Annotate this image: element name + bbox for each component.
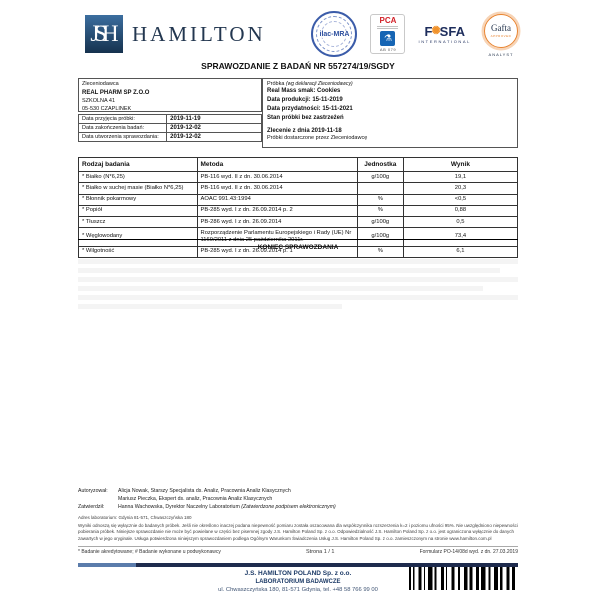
approved-row bbox=[78, 503, 518, 511]
test-unit: % bbox=[357, 246, 403, 257]
table-row bbox=[79, 217, 518, 228]
pca-divider bbox=[377, 26, 398, 27]
fosfa-badge bbox=[418, 25, 471, 44]
sample-label: Próbka bbox=[267, 81, 285, 87]
report-title: SPRAWOZDANIE Z BADAŃ NR 557274/19/SGDY bbox=[201, 61, 395, 71]
fosfa-label bbox=[418, 25, 471, 38]
test-name: * Węglowodany bbox=[79, 228, 198, 246]
expiry-date: Data przydatności: 15-11-2021 bbox=[267, 106, 353, 112]
pca-divider bbox=[377, 28, 398, 29]
date-label: Data zakończenia badań: bbox=[79, 124, 167, 133]
jsh-hamilton-logo bbox=[85, 15, 266, 53]
test-result: 6,1 bbox=[403, 246, 517, 257]
test-unit: g/100g bbox=[357, 228, 403, 246]
jsh-logo-mark-icon: JSH bbox=[85, 15, 123, 53]
lab-address: Adres laboratorium: Gdynia 81-571, Chwaszczyńska 180 bbox=[78, 515, 192, 520]
gafta-seal bbox=[484, 12, 518, 57]
gafta-circle-icon bbox=[484, 14, 518, 48]
footnote-divider bbox=[78, 546, 518, 547]
table-row bbox=[79, 183, 518, 194]
test-unit: % bbox=[357, 205, 403, 216]
client-address-line1: SZKOLNA 41 bbox=[82, 97, 116, 104]
date-label: Data przyjęcia próbki: bbox=[79, 115, 167, 124]
results-table bbox=[78, 157, 518, 258]
accreditation-badges bbox=[311, 11, 518, 57]
date-label: Data utworzenia sprawozdania: bbox=[79, 133, 167, 142]
test-name: * Białko w suchej masie (Białko N*6,25) bbox=[79, 183, 198, 194]
footer-bar-accent bbox=[78, 563, 136, 567]
gafta-label: Gafta bbox=[491, 23, 511, 33]
test-method: PB-116 wyd. II z dn. 30.06.2014 bbox=[197, 183, 357, 194]
footer-company-name: J.S. HAMILTON POLAND Sp. z o.o. bbox=[244, 570, 352, 577]
page-number: Strona 1 / 1 bbox=[306, 549, 335, 555]
footer-lab-label: LABORATORIUM BADAWCZE bbox=[255, 578, 341, 585]
dates-table bbox=[78, 114, 262, 142]
fosfa-label-sfa: SFA bbox=[439, 23, 465, 39]
end-divider bbox=[78, 239, 518, 240]
test-name: * Wilgotność bbox=[79, 246, 198, 257]
footnote-row bbox=[78, 549, 518, 555]
test-method: PB-285 wyd. I z dn. 26.09.2014 p. 2 bbox=[197, 205, 357, 216]
client-box bbox=[78, 78, 262, 112]
table-row bbox=[79, 124, 262, 133]
test-method: PB-285 wyd. I z dn. 26.09.2014 p. 1 bbox=[197, 246, 357, 257]
test-result: 20,3 bbox=[403, 183, 517, 194]
approved-person bbox=[118, 503, 336, 511]
gafta-approved-label: APPROVED bbox=[490, 34, 512, 38]
authorized-label-spacer bbox=[78, 495, 118, 503]
info-section bbox=[78, 78, 518, 148]
ilac-mra-seal-icon bbox=[311, 11, 357, 57]
test-method: PB-286 wyd. I z dn. 26.09.2014 bbox=[197, 217, 357, 228]
test-method: PB-116 wyd. II z dn. 30.06.2014 bbox=[197, 172, 357, 183]
table-row bbox=[79, 205, 518, 216]
production-date: Data produkcji: 15-11-2019 bbox=[267, 97, 343, 103]
form-number: Formularz PO-14/08d wyd. z dn. 27.03.2019 bbox=[419, 549, 518, 555]
test-method: Rozporządzenie Parlamentu Europejskiego i Rady (UE) Nr 1169/2011 z dnia 25 października 2011r. bbox=[197, 228, 357, 246]
date-value: 2019-12-02 bbox=[167, 133, 262, 142]
authorized-row bbox=[78, 495, 518, 503]
test-unit: g/100g bbox=[357, 217, 403, 228]
fosfa-label-f: F bbox=[424, 23, 433, 39]
test-unit bbox=[357, 183, 403, 194]
fosfa-sun-icon: ✺ bbox=[431, 24, 441, 37]
test-unit: % bbox=[357, 194, 403, 205]
pca-flask-icon: ⚗ bbox=[380, 31, 395, 46]
disclaimer-text: Wyniki odnoszą się wyłącznie do badanych próbek. Jeśli nie określono inaczej podana niepewność pomiaru została oszacowana dla współczynnika rozszerzenia k=2 i poziomu ufności 95%. Nie uwzględniono niepewności pobierania próbek. Niniejsze sprawozdanie nie może być powielane w części bez pisemnej zgody J.S. Hamilton Poland Sp. z o.o. Odpowiedzialność J.S. Hamilton Poland Sp. z o.o. jest ograniczona wyłącznie do danych zawartych w jego oryginale. Usługa potwierdzona niniejszym sprawozdaniem podlega Ogólnym Warunkom Świadczenia Usług J.S. Hamilton Poland Sp. z o.o. zamieszczonym na stronie www.hamilton.com.pl bbox=[78, 522, 518, 541]
column-header: Metoda bbox=[197, 158, 357, 172]
test-result: 0,88 bbox=[403, 205, 517, 216]
electronic-signature-note: (Zatwierdzone podpisem elektronicznym) bbox=[241, 504, 336, 511]
sample-name: Real Mass smak: Cookies bbox=[267, 88, 341, 94]
test-unit: g/100g bbox=[357, 172, 403, 183]
column-header: Rodzaj badania bbox=[79, 158, 198, 172]
table-header-row bbox=[79, 158, 518, 172]
accreditation-footnote: * Badanie akredytowane; # Badanie wykonane u podwykonawcy bbox=[78, 549, 221, 555]
test-result: 0,5 bbox=[403, 217, 517, 228]
column-header: Wynik bbox=[403, 158, 517, 172]
test-result: 19,1 bbox=[403, 172, 517, 183]
sample-condition: Stan próbki bez zastrzeżeń bbox=[267, 115, 344, 121]
date-value: 2019-11-19 bbox=[167, 115, 262, 124]
fine-print-section bbox=[78, 515, 518, 542]
pca-label: PCA bbox=[379, 16, 397, 25]
table-row bbox=[79, 194, 518, 205]
order-date: Zlecenie z dnia 2019-11-18 bbox=[267, 128, 342, 134]
table-row bbox=[79, 133, 262, 142]
page-bleed-through bbox=[78, 259, 518, 313]
table-row bbox=[79, 115, 262, 124]
approved-label: Zatwierdził: bbox=[78, 504, 105, 511]
client-name: REAL PHARM SP Z.O.O bbox=[82, 89, 150, 96]
test-name: * Białko (N*6,25) bbox=[79, 172, 198, 183]
authorized-label: Autoryzował: bbox=[78, 488, 108, 494]
client-label: Zleceniodawca bbox=[82, 81, 119, 87]
authorized-person: Alicja Nowak, Starszy Specjalista ds. Analiz, Pracownia Analiz Klasycznych bbox=[118, 488, 291, 494]
sample-box bbox=[262, 78, 518, 148]
sample-label-note: (wg deklaracji Zleceniodawcy) bbox=[285, 81, 353, 87]
test-name: * Tłuszcz bbox=[79, 217, 198, 228]
end-of-report-label: KONIEC SPRAWOZDANIA bbox=[257, 244, 339, 251]
pca-accreditation-badge bbox=[370, 14, 405, 54]
report-header bbox=[85, 8, 518, 60]
delivery-note: Próbki dostarczone przez Zleceniodawcę bbox=[267, 135, 368, 141]
barcode-icon bbox=[409, 567, 515, 590]
table-row bbox=[79, 172, 518, 183]
pca-number: AB 079 bbox=[379, 47, 397, 52]
test-method: AOAC 991.43:1994 bbox=[197, 194, 357, 205]
test-result: <0,5 bbox=[403, 194, 517, 205]
test-name: * Popiół bbox=[79, 205, 198, 216]
authorized-person: Mariusz Pieczka, Ekspert ds. analiz, Pracownia Analiz Klasycznych bbox=[118, 496, 273, 503]
ilac-mra-label: ilac-MRA bbox=[319, 30, 350, 38]
column-header: Jednostka bbox=[357, 158, 403, 172]
fosfa-international-label: INTERNATIONAL bbox=[418, 38, 471, 44]
approved-person-name: Hanna Wachowska, Dyrektor Naczelny Laboratorium bbox=[118, 504, 242, 511]
brand-name: HAMILTON bbox=[132, 21, 266, 46]
gafta-analyst-label: ANALYST bbox=[488, 51, 514, 57]
test-name: * Błonnik pokarmowy bbox=[79, 194, 198, 205]
test-result: 73,4 bbox=[403, 228, 517, 246]
date-value: 2019-12-02 bbox=[167, 124, 262, 133]
authorization-section bbox=[78, 487, 518, 511]
client-address-line2: 05-530 CZAPLINEK bbox=[82, 105, 132, 112]
authorized-row bbox=[78, 487, 518, 495]
footer-address: ul. Chwaszczyńska 180, 81-571 Gdynia, tel. +48 58 766 99 00 bbox=[218, 586, 378, 593]
